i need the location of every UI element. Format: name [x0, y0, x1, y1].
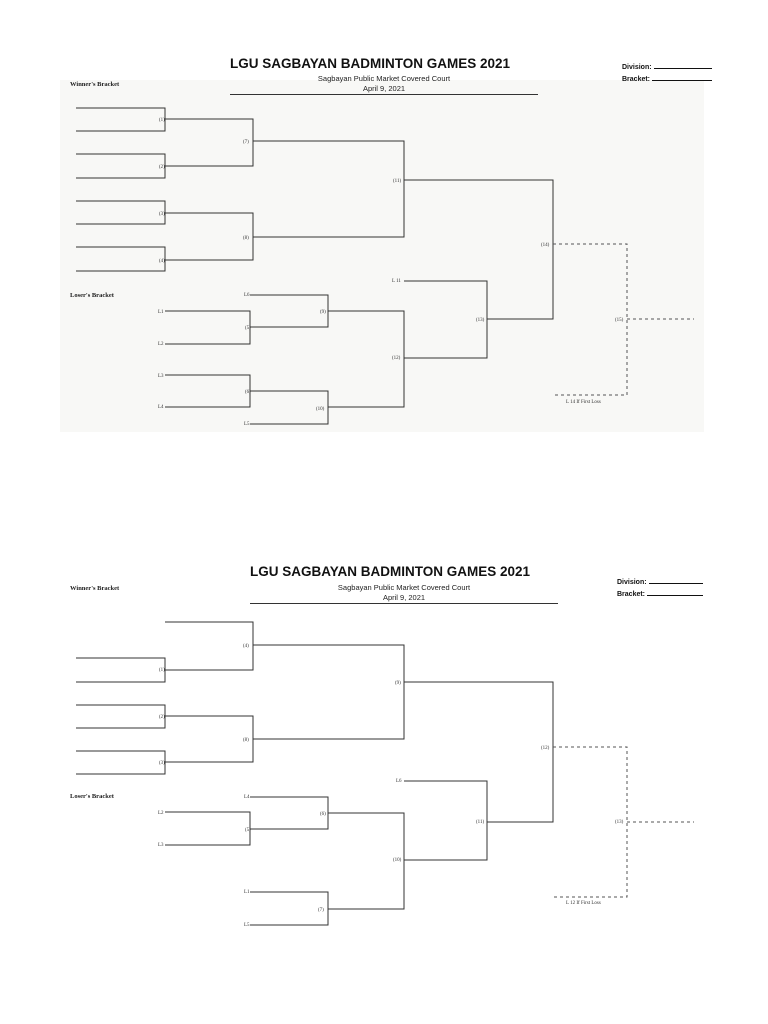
sheet-2-label-5: (5) — [245, 828, 251, 833]
sheet-2-label-1: (1) — [159, 668, 165, 673]
sheet-2-label-13: (13) — [615, 820, 624, 825]
sheet-1-date: April 9, 2021 — [362, 84, 406, 93]
sheet-1-division-field[interactable]: Division: — [622, 61, 712, 71]
sheet-1-loser-l4: L4 — [158, 405, 164, 410]
sheet-2-match-2-lines — [76, 705, 165, 728]
sheet-1-label-11: (11) — [393, 179, 402, 184]
sheet-2-match-9-lines — [253, 645, 404, 739]
sheet-1-loser-l2: L2 — [158, 342, 164, 347]
sheet-2-label-4: (4) — [243, 644, 249, 649]
sheet-2-losers-bracket-label: Loser's Bracket — [70, 793, 114, 800]
sheet-1-loser-l6: L6 — [244, 293, 250, 298]
sheet-1-final-note: L 14 If First Loss — [566, 400, 601, 405]
sheet-2-label-9: (9) — [395, 681, 401, 686]
sheet-1-label-5: (5) — [245, 326, 251, 331]
sheet-2-label-2: (2) — [159, 715, 165, 720]
sheet-1-loser-l1: L1 — [158, 310, 164, 315]
sheet-2-match-6-lines — [250, 797, 328, 829]
sheet-1-label-8: (8) — [243, 236, 249, 241]
sheet-2-match-1-lines — [76, 658, 165, 682]
sheet-1-loser-l5: L5 — [244, 422, 250, 427]
sheet-2-loser-l2: L2 — [158, 811, 164, 816]
sheet-2-bracket-field[interactable]: Bracket: — [617, 588, 703, 598]
sheet-1-label-7: (7) — [243, 140, 249, 145]
sheet-2-label-7: (7) — [318, 908, 324, 913]
sheet-2-match-12-lines — [404, 682, 553, 822]
sheet-1-label-2: (2) — [159, 165, 165, 170]
sheet-2-label-8: (8) — [243, 738, 249, 743]
sheet-1-label-1: (1) — [159, 118, 165, 123]
sheet-2-division-field[interactable]: Division: — [617, 576, 703, 586]
sheet-1-label-6: (6) — [245, 390, 251, 395]
sheet-2-loser-l5: L5 — [244, 923, 250, 928]
sheet-1-venue: Sagbayan Public Market Covered Court — [317, 74, 451, 83]
sheet-1-title: LGU SAGBAYAN BADMINTON GAMES 2021 — [230, 56, 511, 71]
sheet-2-match-3-lines — [76, 751, 165, 774]
sheet-1-label-13: (13) — [476, 318, 485, 323]
sheet-2-title: LGU SAGBAYAN BADMINTON GAMES 2021 — [250, 564, 531, 579]
sheet-2-winners-bracket-label: Winner's Bracket — [70, 585, 120, 592]
sheet-2-loser-l4: L4 — [244, 795, 250, 800]
sheet-2-match-5-lines — [165, 812, 250, 845]
sheet-2-match-7-lines — [250, 892, 328, 925]
sheet-2-label-12: (12) — [541, 746, 550, 751]
sheet-1-bracket-field[interactable]: Bracket: — [622, 73, 712, 83]
sheet-2-label-6: (6) — [320, 812, 326, 817]
sheet-2-venue: Sagbayan Public Market Covered Court — [337, 583, 471, 592]
sheet-1-winners-bracket-label: Winner's Bracket — [70, 81, 120, 88]
sheet-1-label-4: (4) — [159, 259, 165, 264]
sheet-2-match-8-lines — [165, 716, 253, 762]
sheet-1-label-15: (15) — [615, 318, 624, 323]
sheet-1-loser-l11: L 11 — [392, 279, 401, 284]
sheet-1-label-9: (9) — [320, 310, 326, 315]
sheet-1-label-3: (3) — [159, 212, 165, 217]
sheet-2-match-11-lines — [404, 781, 487, 860]
sheet-2-label-10: (10) — [393, 858, 402, 863]
sheet-2-loser-l6: L6 — [396, 779, 402, 784]
sheet-1-loser-l3: L3 — [158, 374, 164, 379]
sheet-2-match-4-lines — [165, 622, 253, 670]
sheet-2-label-3: (3) — [159, 761, 165, 766]
sheet-1-losers-bracket-label: Loser's Bracket — [70, 292, 114, 299]
sheet-1-label-10: (10) — [316, 407, 325, 412]
sheet-2-label-11: (11) — [476, 820, 485, 825]
sheet-2-date: April 9, 2021 — [382, 593, 426, 602]
sheet-2-loser-l3: L3 — [158, 843, 164, 848]
sheet-1-label-12: (12) — [392, 356, 401, 361]
sheet-2-final-note: L 12 If First Loss — [566, 901, 601, 906]
sheet-2-loser-l1: L1 — [244, 890, 250, 895]
sheet-1-label-14: (14) — [541, 243, 550, 248]
